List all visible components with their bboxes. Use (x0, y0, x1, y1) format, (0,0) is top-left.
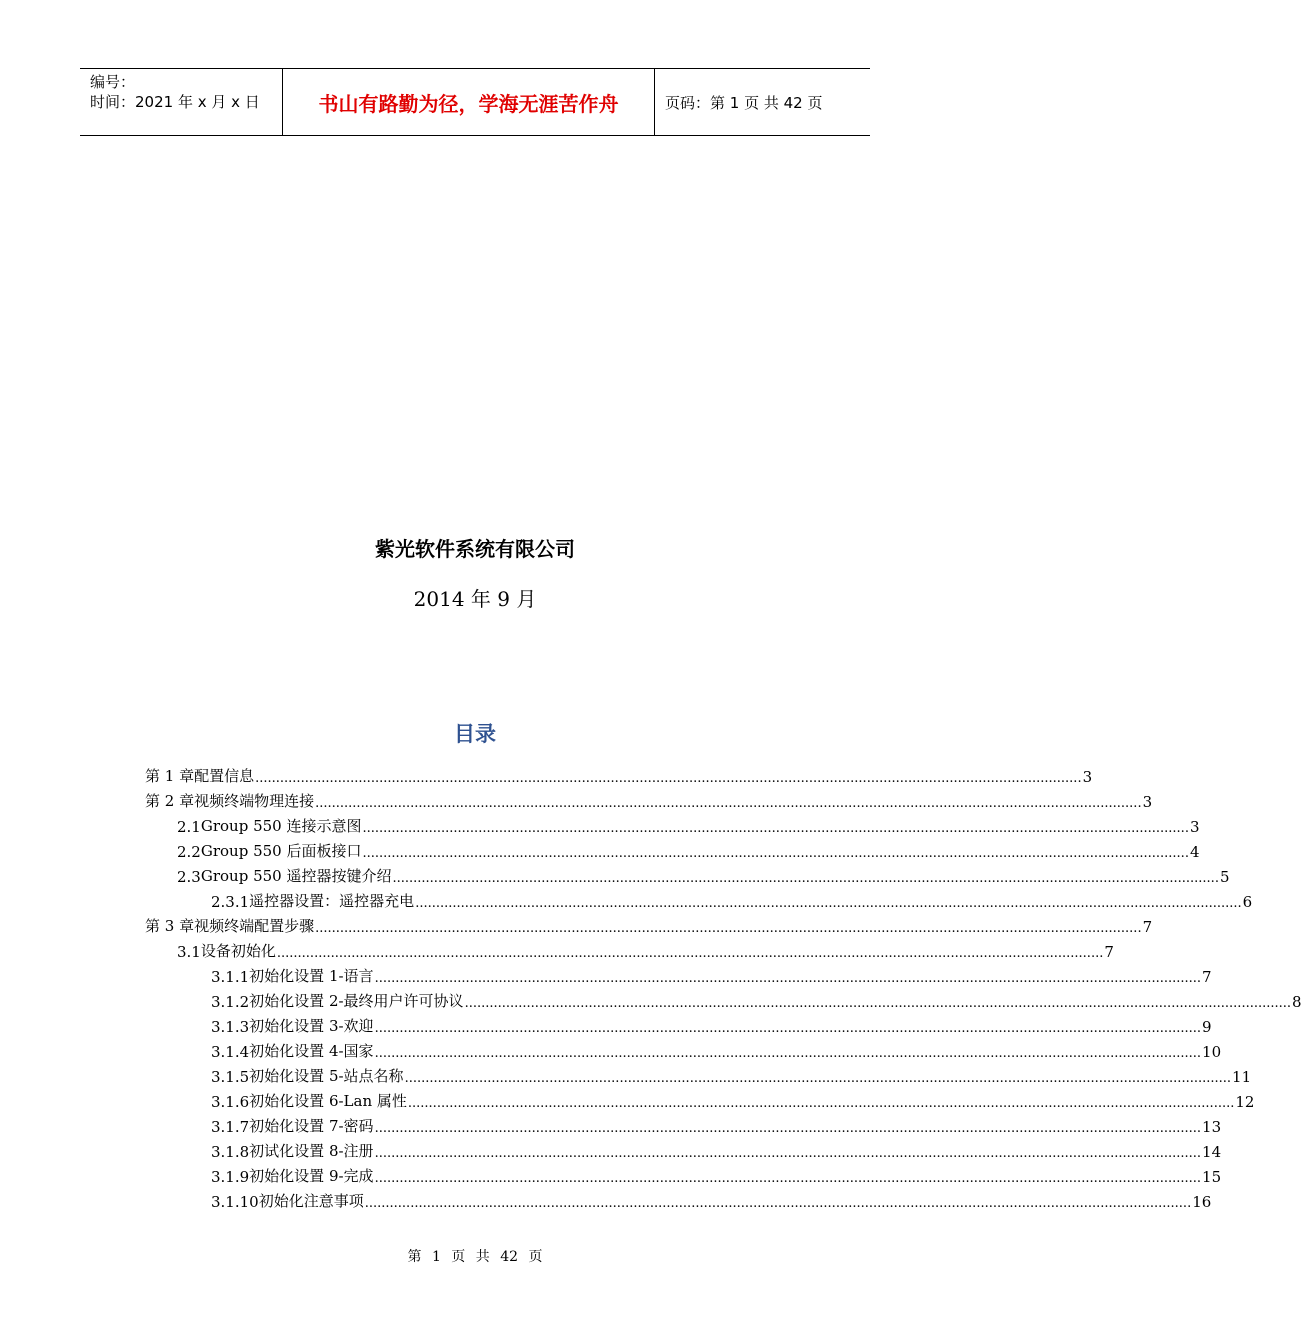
toc-entry[interactable] (145, 786, 1153, 811)
toc-leader: ........................................................................................................................................................................................................ (276, 946, 1104, 961)
toc-page: 9 (1202, 1018, 1212, 1036)
toc-number: 3.1.8 (211, 1143, 250, 1161)
toc-page: 3 (1082, 768, 1093, 786)
toc-title-text: Group 550 后面板接口 (200, 842, 362, 860)
toc-leader: ........................................................................................................................................................................................................ (374, 1046, 1202, 1061)
toc-title-text: 初始化设置 1-语言 (249, 967, 374, 985)
toc-entry[interactable] (211, 1086, 1255, 1111)
toc-entry[interactable] (211, 1036, 1222, 1061)
toc-page: 14 (1202, 1143, 1222, 1161)
toc-title-text: 遥控器设置：遥控器充电 (249, 892, 415, 910)
header-meta (80, 69, 282, 135)
toc-title-text: 初始化设置 4-国家 (249, 1042, 374, 1060)
header-motto: 书山有路勤为径，学海无涯苦作舟 (282, 69, 655, 135)
toc-title-text: 初试化设置 8-注册 (249, 1142, 374, 1160)
toc-page: 11 (1232, 1068, 1252, 1086)
toc-number: 2.2 (177, 843, 201, 861)
toc-page: 13 (1202, 1118, 1222, 1136)
header-page-info: 页码：第 1 页 共 42 页 (665, 93, 823, 112)
toc-title-text: 初始化设置 9-完成 (249, 1167, 374, 1185)
toc-entry[interactable] (211, 961, 1212, 986)
toc-leader: ........................................................................................................................................................................................................ (407, 1096, 1235, 1111)
toc-number: 3.1.1 (211, 968, 250, 986)
toc-title-text: 视频终端配置步骤 (194, 917, 315, 935)
toc-number: 3.1.5 (211, 1068, 250, 1086)
toc-title-text: 配置信息 (194, 767, 255, 785)
toc-leader: ........................................................................................................................................................................................................ (255, 771, 1082, 786)
toc-title-text: 初始化注意事项 (258, 1192, 364, 1210)
toc-leader: ........................................................................................................................................................................................................ (362, 821, 1189, 836)
toc-leader: ........................................................................................................................................................................................................ (374, 1021, 1202, 1036)
toc-entry[interactable] (145, 911, 1153, 936)
toc-number: 3.1.3 (211, 1018, 250, 1036)
toc-title-text: 初始化设置 6-Lan 属性 (249, 1092, 407, 1110)
toc-entry[interactable] (211, 986, 1302, 1011)
toc-leader: ........................................................................................................................................................................................................ (404, 1071, 1232, 1086)
toc-title-text: 初始化设置 3-欢迎 (249, 1017, 374, 1035)
toc-page: 15 (1202, 1168, 1222, 1186)
page-header (80, 68, 870, 136)
toc-title-text: Group 550 连接示意图 (200, 817, 362, 835)
cover-date: 2014 年 9 月 (413, 587, 537, 611)
toc-page: 16 (1192, 1193, 1212, 1211)
toc-title-text: 初始化设置 7-密码 (249, 1117, 374, 1135)
toc-entry[interactable] (211, 1186, 1212, 1211)
toc-entry[interactable] (177, 861, 1230, 886)
toc-leader: ........................................................................................................................................................................................................ (364, 1196, 1192, 1211)
toc-number: 3.1.2 (211, 993, 250, 1011)
toc-entry[interactable] (211, 1111, 1222, 1136)
toc-leader: ........................................................................................................................................................................................................ (374, 1121, 1202, 1136)
toc-entry[interactable] (211, 1011, 1212, 1036)
toc-title-text: 视频终端物理连接 (194, 792, 315, 810)
toc-leader: ........................................................................................................................................................................................................ (374, 1146, 1202, 1161)
toc-title: 目录 (454, 722, 496, 746)
toc-leader: ........................................................................................................................................................................................................ (392, 871, 1219, 886)
toc-page: 5 (1219, 868, 1230, 886)
toc-number: 3.1.9 (211, 1168, 250, 1186)
toc-entry[interactable] (145, 761, 1093, 786)
toc-title-text: Group 550 遥控器按键介绍 (200, 867, 392, 885)
number-label: 编号： (90, 73, 136, 91)
toc-entry[interactable] (211, 1161, 1222, 1186)
toc-entry[interactable] (211, 1061, 1252, 1086)
toc-leader: ........................................................................................................................................................................................................ (415, 896, 1242, 911)
toc-number: 2.3.1 (211, 893, 250, 911)
toc-page: 7 (1202, 968, 1212, 986)
toc-number: 2.1 (177, 818, 201, 836)
toc-entry[interactable] (211, 886, 1253, 911)
toc-leader: ........................................................................................................................................................................................................ (374, 1171, 1202, 1186)
toc-page: 6 (1242, 893, 1253, 911)
toc-page: 4 (1189, 843, 1200, 861)
toc-page: 7 (1104, 943, 1114, 961)
toc-number: 3.1 (177, 943, 201, 961)
toc-page: 10 (1202, 1043, 1222, 1061)
time-label: 时间：2021 年 x 月 x 日 (90, 93, 260, 111)
toc-entry[interactable] (177, 836, 1200, 861)
toc-leader: ........................................................................................................................................................................................................ (464, 996, 1292, 1011)
toc-leader: ........................................................................................................................................................................................................ (315, 796, 1142, 811)
toc-page: 8 (1292, 993, 1302, 1011)
toc-number: 3.1.10 (211, 1193, 259, 1211)
toc-leader: ........................................................................................................................................................................................................ (315, 921, 1142, 936)
company-name: 紫光软件系统有限公司 (375, 537, 575, 561)
toc-number: 第 3 章 (145, 917, 195, 935)
toc-number: 2.3 (177, 868, 201, 886)
toc-leader: ........................................................................................................................................................................................................ (362, 846, 1189, 861)
toc-title-text: 初始化设置 2-最终用户许可协议 (249, 992, 464, 1010)
toc-page: 12 (1235, 1093, 1255, 1111)
toc-page: 3 (1142, 793, 1153, 811)
toc-title-text: 初始化设置 5-站点名称 (249, 1067, 404, 1085)
toc-number: 3.1.4 (211, 1043, 250, 1061)
toc-entry[interactable] (177, 936, 1114, 961)
toc-number: 第 2 章 (145, 792, 195, 810)
toc-number: 3.1.6 (211, 1093, 250, 1111)
toc-page: 3 (1189, 818, 1200, 836)
page-footer: 第 1 页 共 42 页 (407, 1249, 543, 1265)
toc-leader: ........................................................................................................................................................................................................ (374, 971, 1202, 986)
toc-title-text: 设备初始化 (200, 942, 276, 960)
toc-number: 3.1.7 (211, 1118, 250, 1136)
toc-number: 第 1 章 (145, 767, 195, 785)
toc-entry[interactable] (177, 811, 1200, 836)
toc-page: 7 (1142, 918, 1153, 936)
toc-entry[interactable] (211, 1136, 1222, 1161)
